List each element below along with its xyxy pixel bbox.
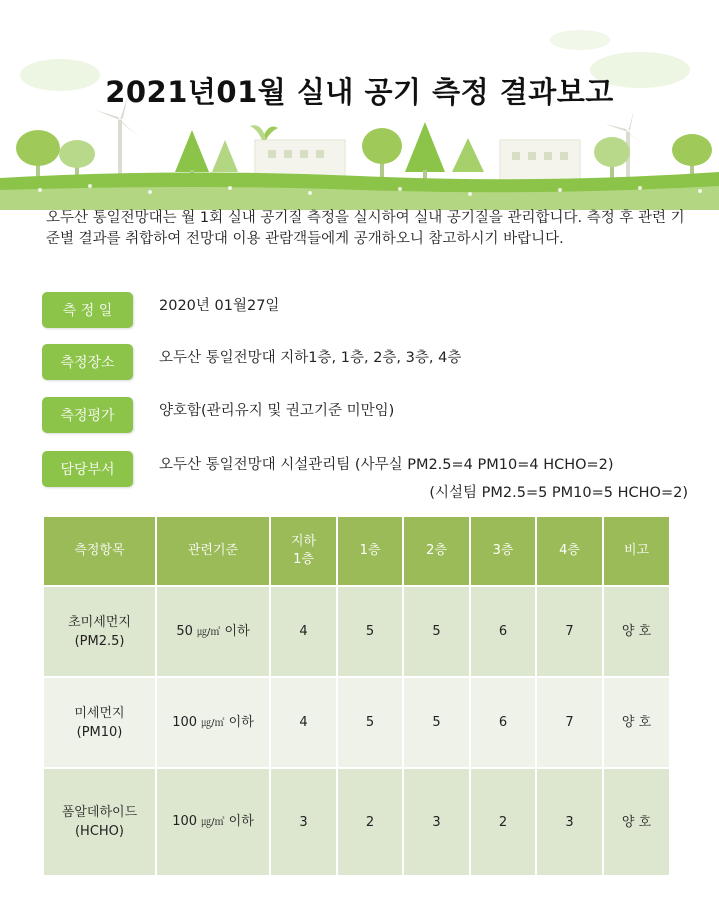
header-floor-3: 3층 (470, 516, 536, 586)
item-name: 폼알데하이드 (HCHO) (43, 768, 156, 876)
place-label-badge: 측정장소 (42, 344, 133, 380)
table-row-hcho (43, 768, 670, 876)
basement-1-value: 4 (270, 677, 337, 768)
standard-value: 50 ㎍/㎥ 이하 (156, 586, 270, 677)
floor-4-value: 7 (536, 677, 603, 768)
table-header-row (43, 516, 670, 586)
department-value-line2: (시설팀 PM2.5=5 PM10=5 HCHO=2) (429, 485, 688, 501)
note-value: 양 호 (603, 768, 670, 876)
header-floor-4: 4층 (536, 516, 603, 586)
department-value-line1: 오두산 통일전망대 시설관리팀 (사무실 PM2.5=4 PM10=4 HCHO=2) (159, 457, 614, 473)
info-row-evaluation (42, 397, 702, 435)
floor-1-value: 5 (337, 586, 403, 677)
floor-1-value: 2 (337, 768, 403, 876)
table-row-pm10 (43, 677, 670, 768)
standard-value: 100 ㎍/㎥ 이하 (156, 677, 270, 768)
floor-2-value: 5 (403, 586, 470, 677)
date-label-badge: 측 정 일 (42, 292, 133, 328)
floor-2-value: 3 (403, 768, 470, 876)
floor-4-value: 3 (536, 768, 603, 876)
floor-2-value: 5 (403, 677, 470, 768)
note-value: 양 호 (603, 586, 670, 677)
header-note: 비고 (603, 516, 670, 586)
evaluation-value: 양호함(관리유지 및 권고기준 미만임) (159, 403, 395, 419)
floor-4-value: 7 (536, 586, 603, 677)
header-standard: 관련기준 (156, 516, 270, 586)
header-basement-1: 지하 1층 (270, 516, 337, 586)
evaluation-label-badge: 측정평가 (42, 397, 133, 433)
floor-3-value: 2 (470, 768, 536, 876)
table-row-pm25 (43, 586, 670, 677)
basement-1-value: 3 (270, 768, 337, 876)
info-row-date (42, 292, 702, 330)
header-floor-1: 1층 (337, 516, 403, 586)
info-row-place (42, 344, 702, 382)
basement-1-value: 4 (270, 586, 337, 677)
item-name: 미세먼지 (PM10) (43, 677, 156, 768)
place-value: 오두산 통일전망대 지하1층, 1층, 2층, 3층, 4층 (159, 350, 462, 366)
floor-3-value: 6 (470, 677, 536, 768)
header-floor-2: 2층 (403, 516, 470, 586)
info-row-department (42, 451, 702, 511)
header-item: 측정항목 (43, 516, 156, 586)
department-label-badge: 담당부서 (42, 451, 133, 487)
page-title: 2021년01월 실내 공기 측정 결과보고 (105, 75, 614, 109)
standard-value: 100 ㎍/㎥ 이하 (156, 768, 270, 876)
item-name: 초미세먼지 (PM2.5) (43, 586, 156, 677)
measurement-table (42, 515, 671, 877)
intro-paragraph: 오두산 통일전망대는 월 1회 실내 공기질 측정을 실시하여 실내 공기질을 관리합니다. 측정 후 관련 기준별 결과를 취합하여 전망대 이용 관람객들에게 공개하오니 참고하시기 바랍니다. (46, 210, 685, 247)
date-value: 2020년 01월27일 (159, 298, 280, 314)
floor-3-value: 6 (470, 586, 536, 677)
note-value: 양 호 (603, 677, 670, 768)
floor-1-value: 5 (337, 677, 403, 768)
